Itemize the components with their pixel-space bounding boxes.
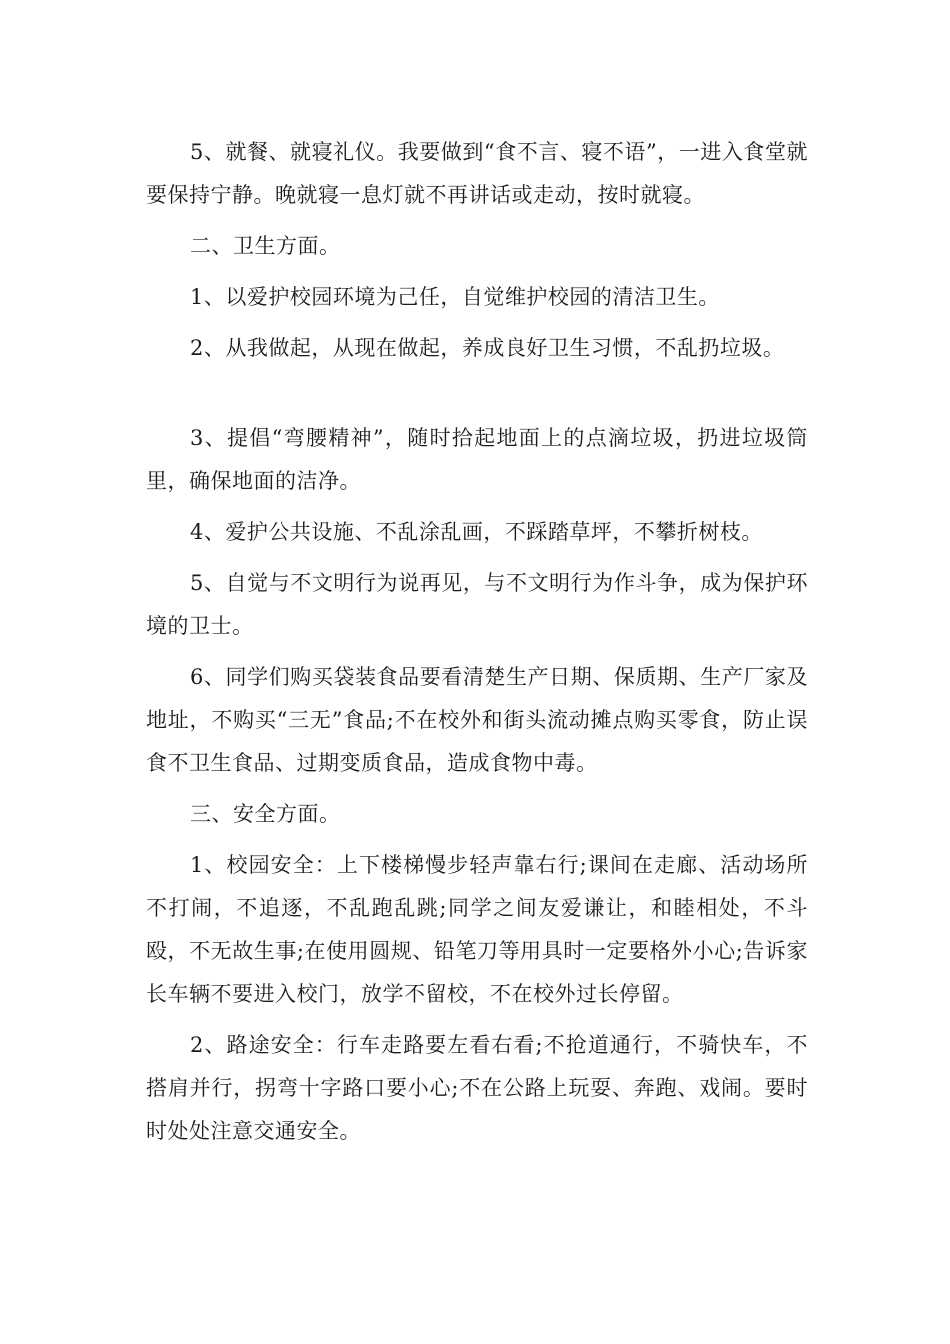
paragraph-hygiene-6: 6、同学们购买袋装食品要看清楚生产日期、保质期、生产厂家及地址，不购买“三无”食品;不在校外和街头流动摊点购买零食，防止误食不卫生食品、过期变质食品，造成食物中毒。 (146, 665, 808, 775)
paragraph-safety-1: 1、校园安全：上下楼梯慢步轻声靠右行;课间在走廊、活动场所不打闹，不追逐，不乱跑乱跳;同学之间友爱谦让，和睦相处，不斗殴，不无故生事;在使用圆规、铅笔刀等用具时一定要格外小心;告诉家长车辆不要进入校门，放学不留校，不在校外过长停留。 (146, 853, 808, 1006)
paragraph-hygiene-5: 5、自觉与不文明行为说再见，与不文明行为作斗争，成为保护环境的卫士。 (146, 571, 808, 638)
document-body (146, 131, 808, 1161)
paragraph-hygiene-4: 4、爱护公共设施、不乱涂乱画，不踩踏草坪，不攀折树枝。 (190, 520, 763, 544)
paragraph-safety-2: 2、路途安全：行车走路要左看右看;不抢道通行，不骑快车，不搭肩并行，拐弯十字路口要小心;不在公路上玩耍、奔跑、戏闹。要时时处处注意交通安全。 (146, 1033, 808, 1143)
heading-safety: 三、安全方面。 (190, 802, 341, 826)
paragraph-hygiene-1: 1、以爱护校园环境为己任，自觉维护校园的清洁卫生。 (190, 285, 720, 309)
paragraph-dining-etiquette: 5、就餐、就寝礼仪。我要做到“食不言、寝不语”，一进入食堂就要保持宁静。晚就寝一息灯就不再讲话或走动，按时就寝。 (146, 140, 808, 207)
paragraph-hygiene-2: 2、从我做起，从现在做起，养成良好卫生习惯，不乱扔垃圾。 (190, 336, 785, 360)
paragraph-hygiene-3: 3、提倡“弯腰精神”，随时拾起地面上的点滴垃圾，扔进垃圾筒里，确保地面的洁净。 (146, 426, 808, 493)
heading-hygiene: 二、卫生方面。 (190, 234, 341, 258)
